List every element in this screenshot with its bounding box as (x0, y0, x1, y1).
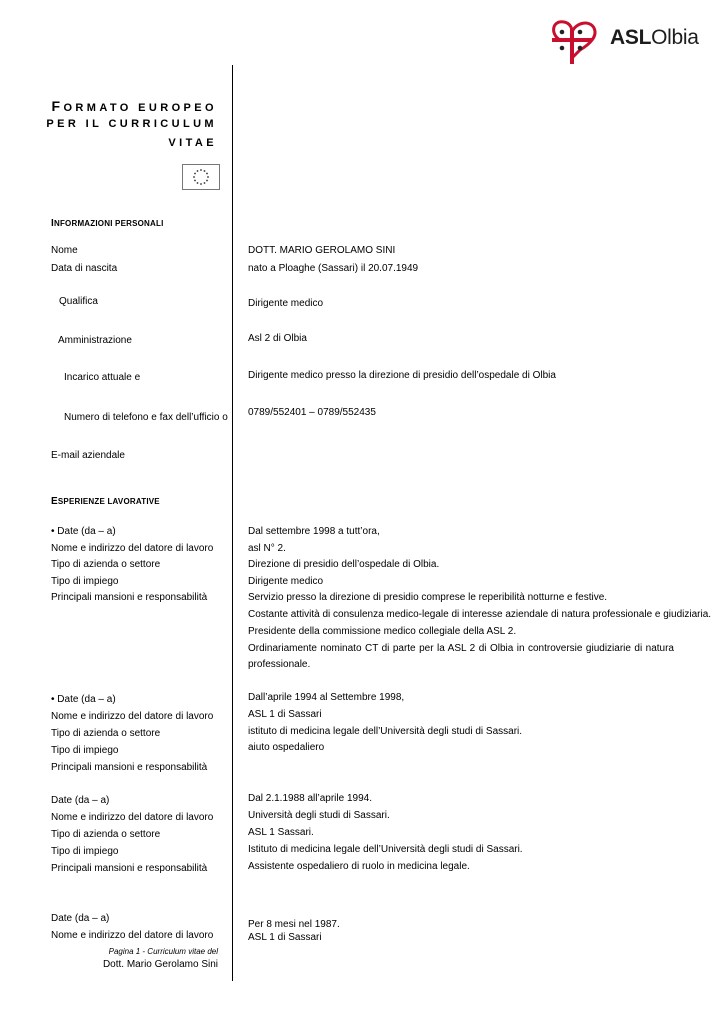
job3-settore-label: Tipo di azienda o settore (51, 829, 161, 840)
qualifica-label: Qualifica (59, 296, 98, 307)
job2-datore-value: ASL 1 di Sassari (248, 709, 322, 720)
telefono-value: 0789/552401 – 0789/552435 (248, 407, 376, 418)
job2-datore-label: Nome e indirizzo del datore di lavoro (51, 711, 214, 722)
job1-date-label: • Date (da – a) (51, 526, 116, 537)
nascita-value: nato a Ploaghe (Sassari) il 20.07.1949 (248, 263, 419, 274)
nome-label: Nome (51, 245, 78, 256)
vertical-divider (232, 65, 233, 981)
incarico-value: Dirigente medico presso la direzione di presidio dell’ospedale di Olbia (248, 370, 556, 381)
job1-settore-label: Tipo di azienda o settore (51, 559, 161, 570)
title-line-2: PER IL CURRICULUM (46, 118, 217, 130)
job3-settore-value: ASL 1 Sassari. (248, 827, 314, 838)
job1-mansioni-value: Costante attività di consulenza medico-legale di interesse aziendale di natura professionale e giudiziaria. (248, 609, 712, 620)
job3-date-value: Dal 2.1.1988 all’aprile 1994. (248, 793, 372, 804)
job1-datore-label: Nome e indirizzo del datore di lavoro (51, 543, 214, 554)
job4-datore-value: ASL 1 di Sassari (248, 932, 322, 943)
job3-datore-value: Università degli studi di Sassari. (248, 810, 390, 821)
heart-cross-logo-icon (546, 14, 610, 68)
job1-datore-value: asl N° 2. (248, 543, 286, 554)
job3-date-label: Date (da – a) (51, 795, 110, 806)
footer-name: Dott. Mario Gerolamo Sini (102, 959, 218, 970)
job2-settore-value: istituto di medicina legale dell’Università degli studi di Sassari. (248, 726, 523, 737)
job4-date-value: Per 8 mesi nel 1987. (248, 919, 340, 930)
job1-impiego-value: Dirigente medico (248, 576, 324, 587)
job2-settore-label: Tipo di azienda o settore (51, 728, 161, 739)
job3-impiego-value: Istituto di medicina legale dell’Università degli studi di Sassari. (248, 844, 523, 855)
job3-mansioni-label: Principali mansioni e responsabilità (51, 863, 208, 874)
job1-mansioni-value: Presidente della commissione medico collegiale della ASL 2. (248, 626, 517, 637)
job2-impiego-value: aiuto ospedaliero (248, 742, 325, 753)
job1-date-value: Dal settembre 1998 a tutt’ora, (248, 526, 380, 537)
qualifica-value: Dirigente medico (248, 298, 324, 309)
amministrazione-value: Asl 2 di Olbia (248, 333, 307, 344)
logo-text: ASLOlbia (610, 26, 699, 49)
title-line-3: VITAE (168, 137, 217, 149)
job3-datore-label: Nome e indirizzo del datore di lavoro (51, 812, 214, 823)
job2-impiego-label: Tipo di impiego (51, 745, 119, 756)
footer-page-label: Pagina 1 - Curriculum vitae del (108, 947, 218, 956)
job1-mansioni-value: Servizio presso la direzione di presidio comprese le reperibilità notturne e festive. (248, 592, 608, 603)
job1-mansioni-value: Ordinariamente nominato CT di parte per la ASL 2 di Olbia in controversie giudiziarie di natura professionale. (248, 643, 674, 670)
telefono-label: Numero di telefono e fax dell’ufficio o (64, 412, 228, 423)
amministrazione-label: Amministrazione (58, 335, 132, 346)
job4-date-label: Date (da – a) (51, 913, 110, 924)
job4-datore-label: Nome e indirizzo del datore di lavoro (51, 930, 214, 941)
nome-value: DOTT. MARIO GEROLAMO SINI (248, 245, 396, 256)
email-label: E-mail aziendale (51, 450, 125, 461)
eu-flag-icon (182, 164, 220, 190)
nascita-label: Data di nascita (51, 263, 118, 274)
title-line-1: FORMATO EUROPEO (51, 98, 217, 114)
job1-impiego-label: Tipo di impiego (51, 576, 119, 587)
section-heading-personal: INFORMAZIONI PERSONALI (51, 218, 164, 229)
job2-mansioni-label: Principali mansioni e responsabilità (51, 762, 208, 773)
job3-impiego-label: Tipo di impiego (51, 846, 119, 857)
section-heading-work: ESPERIENZE LAVORATIVE (51, 496, 160, 507)
job2-date-label: • Date (da – a) (51, 694, 116, 705)
job2-date-value: Dall’aprile 1994 al Settembre 1998, (248, 692, 405, 703)
job1-mansioni-label: Principali mansioni e responsabilità (51, 592, 208, 603)
job1-settore-value: Direzione di presidio dell’ospedale di Olbia. (248, 559, 440, 570)
job3-mansioni-value: Assistente ospedaliero di ruolo in medicina legale. (248, 861, 470, 872)
incarico-label: Incarico attuale e (64, 372, 141, 383)
